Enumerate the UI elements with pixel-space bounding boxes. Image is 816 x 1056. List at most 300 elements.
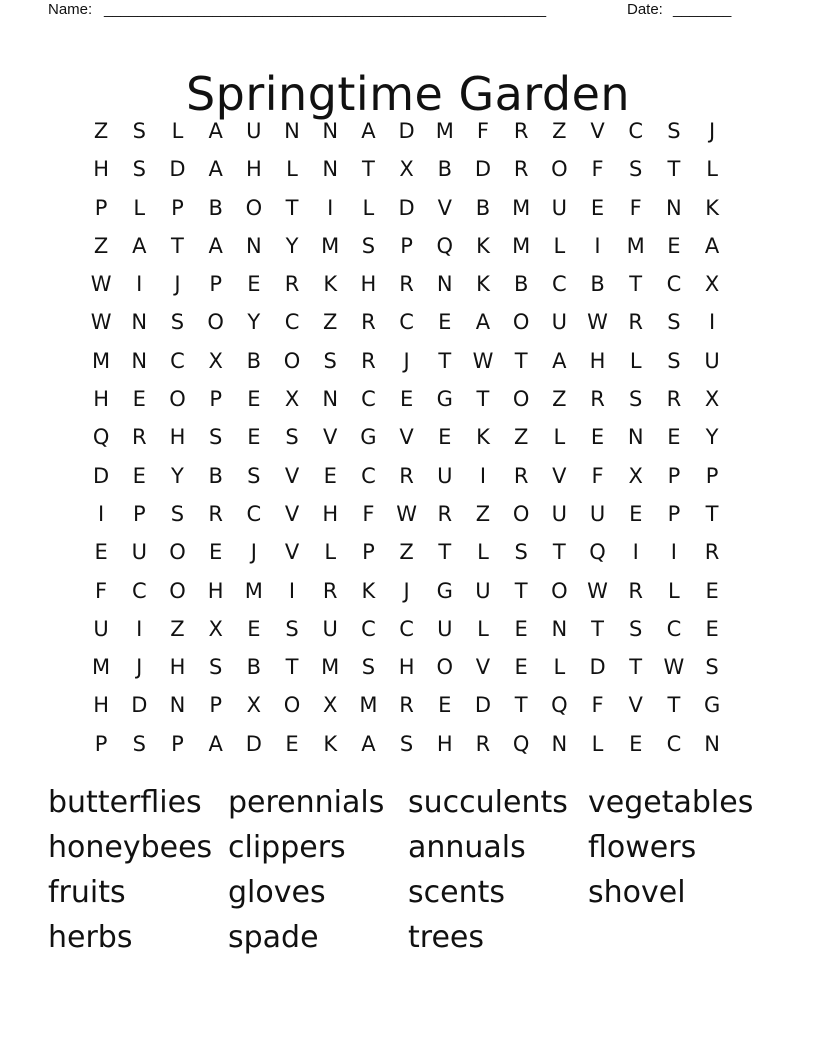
grid-letter: D [474,157,492,182]
word-list-item: shovel [588,875,686,910]
word-list-item: flowers [588,830,697,865]
grid-letter: V [284,463,300,488]
grid-letter: E [132,463,146,488]
grid-letter: N [627,425,644,450]
grid-letter: T [438,348,452,373]
grid-letter: M [626,233,645,258]
grid-letter: R [399,272,414,297]
grid-row [82,533,732,571]
grid-letter: H [245,157,262,182]
grid-letter: D [474,693,492,718]
grid-letter: A [475,310,491,335]
grid-letter: K [705,195,719,220]
grid-letter: W [663,655,685,680]
grid-letter: X [704,387,720,412]
grid-letter: P [400,233,413,258]
grid-letter: F [362,501,375,526]
grid-letter: R [361,310,376,335]
grid-letter: H [398,655,415,680]
grid-letter: T [476,387,490,412]
grid-letter: C [361,387,376,412]
grid-letter: Z [93,233,109,258]
grid-letter: T [667,157,681,182]
grid-letter: F [591,463,604,488]
grid-letter: R [322,578,338,603]
grid-letter: M [321,233,340,258]
grid-row [82,495,732,533]
grid-letter: N [551,616,568,641]
grid-letter: U [475,578,491,603]
grid-letter: E [705,616,719,641]
grid-letter: Z [93,119,109,143]
grid-letter: I [136,616,143,641]
grid-letter: T [705,501,719,526]
grid-letter: Q [92,425,110,450]
grid-letter: H [93,157,109,182]
grid-letter: S [285,616,299,641]
grid-letter: E [438,693,452,718]
grid-letter: B [437,157,452,182]
grid-letter: U [437,463,453,488]
grid-letter: R [704,540,720,565]
grid-letter: N [322,387,339,412]
grid-letter: Z [399,540,414,565]
word-list-item: gloves [228,875,326,910]
grid-letter: E [514,616,528,641]
grid-letter: S [247,463,261,488]
grid-letter: K [361,578,376,603]
grid-letter: E [629,501,643,526]
grid-row [82,686,732,724]
grid-letter: Q [512,731,530,756]
grid-letter: S [629,157,643,182]
grid-letter: K [476,272,490,297]
grid-letter: K [323,272,338,297]
grid-letter: T [514,693,528,718]
grid-letter: S [514,540,528,565]
grid-letter: J [708,119,716,143]
grid-letter: O [512,310,530,335]
grid-letter: M [321,655,340,680]
grid-letter: E [399,387,414,412]
grid-letter: W [90,310,112,335]
grid-letter: O [283,693,301,718]
grid-letter: S [361,655,376,680]
date-blank-line: _______ [673,1,732,18]
grid-letter: Y [171,463,184,488]
grid-letter: C [131,578,147,603]
grid-letter: C [361,616,376,641]
grid-letter: Z [552,387,567,412]
grid-letter: I [136,272,143,297]
grid-letter: E [514,655,528,680]
grid-letter: H [169,655,186,680]
grid-letter: A [208,119,223,143]
grid-letter: P [94,731,108,756]
grid-letter: U [551,310,568,335]
grid-letter: C [552,272,567,297]
grid-letter: C [284,310,300,335]
grid-letter: F [629,195,642,220]
grid-letter: Q [436,233,454,258]
grid-letter: Y [247,310,261,335]
grid-letter: T [667,693,681,718]
grid-letter: C [399,616,414,641]
grid-letter: S [629,387,643,412]
grid-letter: B [208,463,223,488]
word-list-item: succulents [408,785,568,820]
grid-letter: O [551,578,568,603]
grid-letter: A [208,157,223,182]
grid-letter: J [403,348,410,373]
header [48,0,748,20]
grid-letter: M [244,578,263,603]
word-list-item: butterflies [48,785,202,820]
grid-letter: S [361,233,376,258]
grid-letter: E [705,578,719,603]
grid-letter: G [436,578,453,603]
word-list-item: spade [228,920,319,955]
grid-letter: D [245,731,262,756]
grid-letter: M [435,119,454,143]
grid-letter: D [398,195,415,220]
grid-letter: E [629,731,643,756]
grid-letter: R [513,157,529,182]
grid-letter: K [476,425,490,450]
grid-letter: C [666,731,682,756]
grid-letter: X [323,693,338,718]
grid-letter: E [247,425,261,450]
grid-letter: R [399,463,414,488]
grid-row [82,189,732,227]
grid-letter: H [436,731,453,756]
grid-letter: Z [552,119,567,143]
grid-letter: T [514,578,528,603]
grid-letter: I [327,195,334,220]
grid-letter: A [361,119,376,143]
word-list-item: fruits [48,875,126,910]
grid-letter: L [553,425,566,450]
grid-letter: B [246,655,262,680]
grid-letter: W [587,310,608,335]
grid-letter: Q [589,540,606,565]
grid-letter: I [708,310,716,335]
grid-letter: C [628,119,644,143]
grid-row [82,112,732,150]
grid-letter: A [704,233,720,258]
grid-letter: P [209,693,222,718]
grid-letter: T [438,540,452,565]
grid-letter: T [591,616,604,641]
grid-letter: C [170,348,185,373]
grid-letter: L [668,578,680,603]
grid-letter: X [208,616,223,641]
grid-letter: X [284,387,300,412]
grid-letter: O [551,157,568,182]
grid-letter: T [629,655,643,680]
grid-letter: E [247,272,261,297]
grid-letter: H [169,425,186,450]
grid-letter: L [133,195,146,220]
grid-letter: S [667,119,681,143]
grid-letter: I [479,463,487,488]
grid-letter: O [436,655,454,680]
grid-letter: A [552,348,567,373]
grid-letter: U [704,348,720,373]
grid-letter: P [667,463,681,488]
grid-row [82,457,732,495]
grid-letter: S [285,425,299,450]
grid-letter: B [246,348,262,373]
grid-letter: M [92,655,111,680]
grid-letter: W [90,272,112,297]
grid-letter: G [360,425,377,450]
grid-letter: M [512,195,531,220]
grid-letter: Z [323,310,338,335]
grid-letter: E [438,310,452,335]
grid-letter: L [477,616,489,641]
grid-letter: P [362,540,375,565]
grid-letter: R [437,501,453,526]
grid-letter: U [551,501,568,526]
grid-row [82,342,732,380]
grid-letter: I [670,540,677,565]
grid-letter: R [590,387,605,412]
grid-letter: R [513,463,529,488]
grid-letter: S [399,731,414,756]
grid-letter: D [93,463,110,488]
grid-letter: B [475,195,491,220]
grid-letter: P [94,195,108,220]
grid-letter: L [324,540,337,565]
grid-letter: E [323,463,337,488]
grid-letter: L [171,119,184,143]
word-list-item: perennials [228,785,385,820]
grid-letter: S [132,119,146,143]
grid-row [82,150,732,188]
grid-letter: R [513,119,529,143]
grid-letter: U [246,119,262,143]
grid-letter: T [514,348,528,373]
word-list-item: scents [408,875,505,910]
grid-letter: N [436,272,453,297]
grid-letter: C [361,463,376,488]
grid-letter: A [361,731,376,756]
grid-letter: R [399,693,414,718]
grid-letter: R [666,387,682,412]
grid-letter: T [629,272,643,297]
grid-letter: A [208,731,223,756]
grid-letter: I [288,578,296,603]
grid-letter: L [286,157,298,182]
grid-letter: T [285,655,299,680]
grid-letter: S [208,655,223,680]
grid-letter: D [398,119,415,143]
grid-letter: I [97,501,105,526]
grid-letter: T [285,195,299,220]
grid-letter: N [551,731,568,756]
grid-letter: O [169,540,186,565]
grid-letter: C [399,310,414,335]
grid-letter: J [136,655,143,680]
grid-letter: S [629,616,643,641]
grid-letter: Y [285,233,299,258]
grid-letter: R [475,731,491,756]
word-list-item: vegetables [588,785,754,820]
grid-row [82,725,732,763]
grid-letter: P [209,272,222,297]
grid-letter: R [628,310,644,335]
grid-letter: N [131,310,148,335]
grid-letter: L [553,233,566,258]
grid-letter: C [246,501,262,526]
grid-letter: O [169,578,186,603]
word-list-item: trees [408,920,484,955]
grid-letter: P [171,195,184,220]
grid-letter: O [283,348,301,373]
grid-letter: B [513,272,529,297]
grid-letter: N [322,119,339,143]
grid-letter: N [131,348,148,373]
grid-letter: R [628,578,644,603]
grid-row [82,265,732,303]
grid-letter: W [472,348,494,373]
grid-letter: I [632,540,639,565]
grid-letter: Q [551,693,568,718]
grid-letter: F [591,157,604,182]
grid-letter: D [169,157,186,182]
grid-letter: R [361,348,376,373]
name-blank-line: _____________________________________________________ [104,1,547,18]
grid-letter: F [476,119,490,143]
name-label: Name: [48,1,93,18]
grid-letter: H [360,272,377,297]
grid-letter: E [438,425,452,450]
grid-letter: B [208,195,223,220]
grid-letter: O [512,387,530,412]
grid-letter: V [590,119,605,143]
grid-letter: L [591,731,604,756]
grid-letter: Z [513,425,529,450]
grid-letter: F [591,693,604,718]
grid-letter: M [92,348,111,373]
word-list-item: herbs [48,920,133,955]
grid-letter: Z [475,501,491,526]
grid-letter: N [169,693,186,718]
grid-letter: V [475,655,491,680]
grid-letter: D [131,693,148,718]
letter-grid [82,112,732,763]
grid-letter: S [170,501,185,526]
grid-letter: E [285,731,299,756]
grid-row [82,303,732,341]
word-list-item: clippers [228,830,346,865]
grid-letter: L [553,655,566,680]
grid-letter: U [589,501,606,526]
grid-letter: L [477,540,489,565]
grid-letter: H [93,387,109,412]
grid-letter: C [666,272,682,297]
grid-letter: R [131,425,147,450]
grid-letter: V [284,501,300,526]
grid-letter: N [704,731,720,756]
grid-letter: S [208,425,223,450]
grid-letter: L [706,157,718,182]
grid-letter: W [587,578,608,603]
grid-letter: K [476,233,490,258]
grid-letter: J [174,272,181,297]
grid-letter: E [132,387,146,412]
grid-letter: O [207,310,224,335]
grid-letter: E [247,387,261,412]
grid-letter: H [589,348,606,373]
grid-letter: N [245,233,262,258]
grid-letter: L [362,195,375,220]
grid-letter: U [437,616,453,641]
grid-letter: G [703,693,721,718]
grid-letter: V [552,463,567,488]
grid-letter: J [250,540,257,565]
grid-letter: E [667,233,681,258]
grid-letter: U [322,616,338,641]
grid-letter: H [322,501,339,526]
grid-row [82,418,732,456]
grid-letter: E [247,616,261,641]
grid-letter: N [322,157,339,182]
grid-letter: D [589,655,606,680]
grid-letter: A [132,233,147,258]
grid-letter: A [208,233,223,258]
grid-letter: O [512,501,530,526]
grid-letter: S [132,731,146,756]
grid-letter: G [436,387,453,412]
grid-letter: E [667,425,681,450]
grid-letter: T [361,157,375,182]
grid-row [82,572,732,610]
grid-letter: R [208,501,223,526]
grid-letter: P [132,501,146,526]
grid-letter: M [512,233,531,258]
grid-letter: P [171,731,184,756]
grid-letter: S [170,310,185,335]
grid-letter: C [666,616,682,641]
date-label: Date: [627,1,663,18]
grid-letter: V [323,425,338,450]
grid-letter: P [209,387,222,412]
grid-letter: N [666,195,682,220]
grid-letter: K [323,731,338,756]
grid-letter: S [667,348,681,373]
grid-letter: E [209,540,223,565]
grid-letter: U [551,195,568,220]
grid-letter: O [245,195,263,220]
grid-letter: X [208,348,223,373]
grid-letter: X [246,693,262,718]
grid-letter: H [207,578,224,603]
grid-letter: V [628,693,643,718]
grid-letter: T [171,233,184,258]
grid-letter: Y [705,425,719,450]
grid-letter: S [667,310,681,335]
grid-letter: O [169,387,186,412]
grid-letter: P [667,501,681,526]
grid-row [82,648,732,686]
grid-row [82,380,732,418]
grid-letter: U [93,616,109,641]
grid-letter: P [705,463,719,488]
grid-letter: W [396,501,417,526]
grid-letter: Z [170,616,185,641]
